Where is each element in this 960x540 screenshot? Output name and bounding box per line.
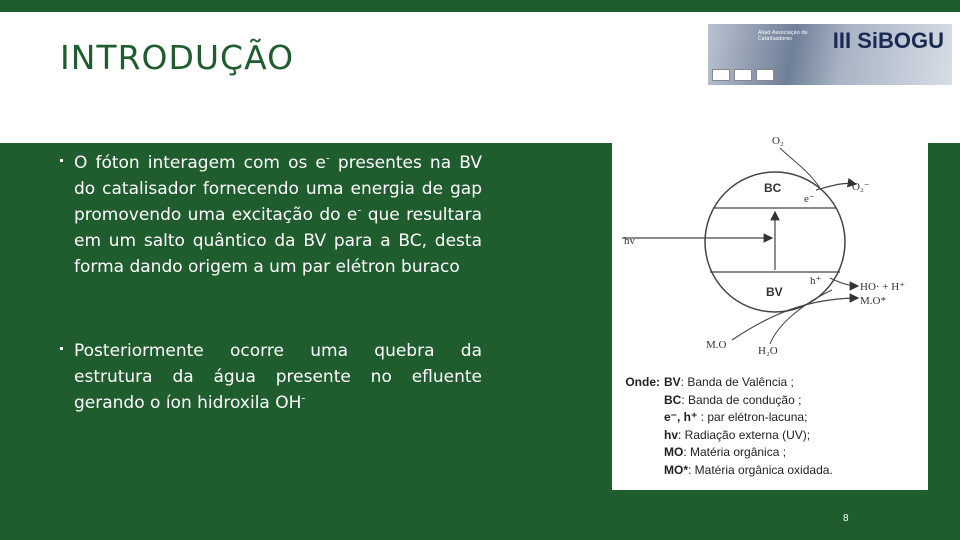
superoxide-label: O₂⁻ bbox=[852, 181, 870, 193]
event-banner bbox=[708, 24, 952, 85]
sponsor-logo bbox=[756, 69, 774, 81]
bc-label: BC bbox=[764, 181, 782, 195]
sponsor-logo bbox=[712, 69, 730, 81]
hole-label: h⁺ bbox=[810, 275, 822, 287]
diagram-svg bbox=[612, 130, 928, 370]
sponsor-logo bbox=[734, 69, 752, 81]
electron-label: e⁻ bbox=[804, 193, 815, 205]
hv-label: hv bbox=[624, 235, 635, 247]
banner-logos bbox=[712, 69, 774, 81]
photocatalysis-diagram bbox=[612, 130, 928, 490]
legend-row: hv: Radiação externa (UV); bbox=[664, 427, 811, 442]
bullet-marker bbox=[60, 347, 63, 350]
legend-row: MO: Matéria orgânica ; bbox=[664, 445, 787, 459]
bullet-marker bbox=[60, 159, 63, 162]
legend-row: MO*: Matéria orgânica oxidada. bbox=[664, 462, 833, 477]
hydroxyl-label: HO· + H⁺ bbox=[860, 281, 906, 293]
mo-star-label: M.O* bbox=[860, 295, 886, 307]
o2-label: O₂ bbox=[772, 135, 784, 147]
slide-title: INTRODUÇÃO bbox=[60, 38, 295, 77]
banner-brand: III SiBOGU bbox=[832, 28, 944, 53]
water-label: H₂O bbox=[758, 345, 778, 357]
page-number: 8 bbox=[843, 513, 849, 524]
legend-heading: Onde: bbox=[625, 375, 660, 389]
legend-row: BC: Banda de condução ; bbox=[664, 392, 802, 407]
bullet-item bbox=[60, 150, 482, 280]
legend-row: e⁻, h⁺ : par elétron-lacuna; bbox=[664, 410, 808, 424]
bullet-text: Posteriormente ocorre uma quebra da estrutura da água presente no efluente gerando o íon hidroxila OH- bbox=[74, 341, 482, 413]
mo-label: M.O bbox=[706, 339, 727, 351]
o2-reduction-arrow bbox=[816, 183, 856, 190]
banner-small-text: Aliad Associação de Catalisadores bbox=[758, 30, 808, 42]
bullet-text: O fóton interagem com os e- presentes na BV do catalisador fornecendo uma energia de gap promovendo uma excitação do e- que resultara em um salto quântico da BV para a BC, desta forma dando origem a um par elétron buraco bbox=[74, 151, 482, 277]
bullet-item bbox=[60, 338, 482, 416]
o2-in-arrow bbox=[780, 148, 820, 188]
bv-label: BV bbox=[766, 285, 783, 299]
diagram-legend bbox=[625, 374, 833, 479]
bullet-list bbox=[60, 150, 482, 456]
mo-oxidation-arrow bbox=[732, 298, 858, 340]
legend-row: BV: Banda de Valência ; bbox=[664, 375, 794, 389]
